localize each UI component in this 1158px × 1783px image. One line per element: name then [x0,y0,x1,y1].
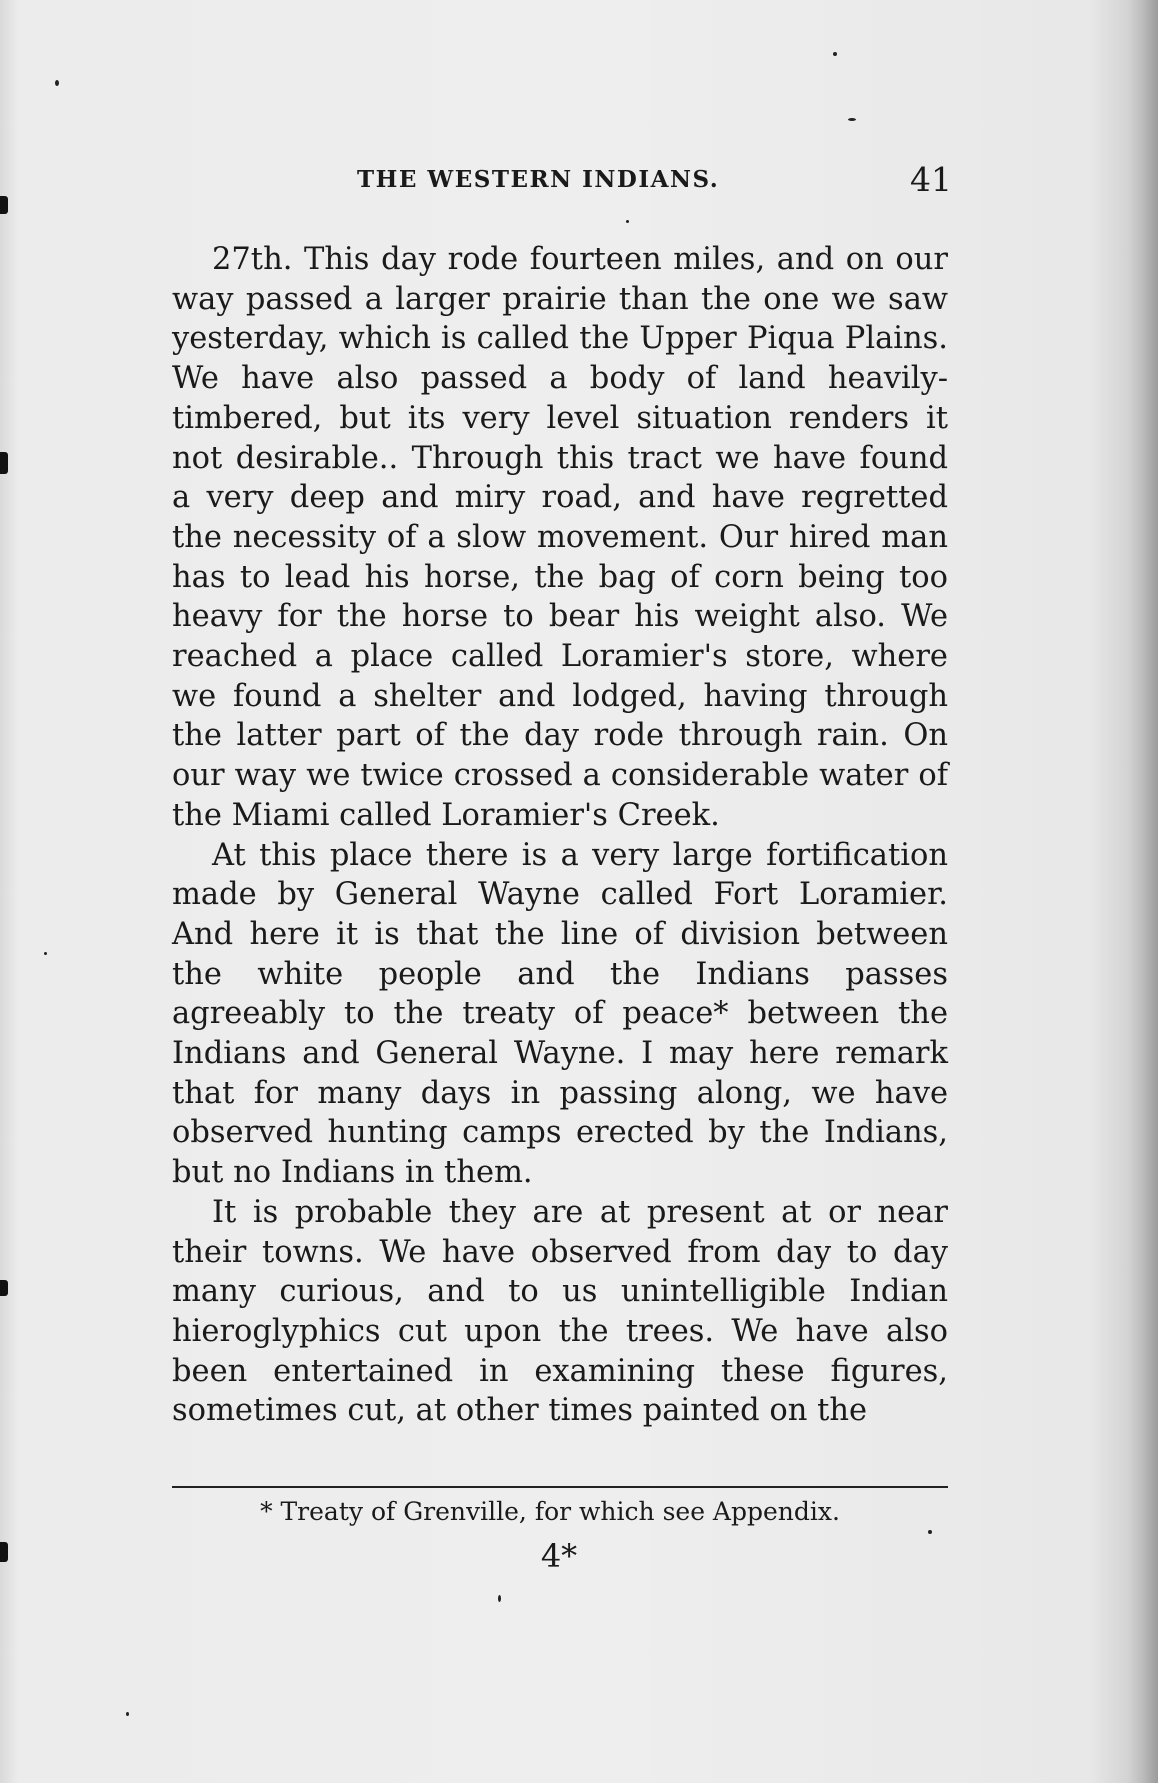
page-number: 41 [910,160,952,199]
ink-speck [44,952,47,955]
signature-mark: 4* [540,1537,578,1575]
ink-speck [55,80,59,86]
paragraph: It is probable they are at present at or near their towns. We have observed from day to day many curious, and to us unintelligible Indian hieroglyphics cut upon the trees. We have also been entertained in examining these figures, sometimes cut, at other times painted on the [172,1194,948,1429]
paragraph: At this place there is a very large fortification made by General Wayne called Fort Loramier. And here it is that the line of division between the white people and the Indians passes agreeably to the treaty of peace* between the Indians and General Wayne. I may here remark that for many days in passing along, we have observed hunting camps erected by the Indians, but no Indians in them. [172,837,948,1191]
ink-speck [928,1530,932,1534]
ink-speck [626,220,629,223]
footnote: * Treaty of Grenville, for which see Appendix. [260,1497,840,1526]
paragraph: 27th. This day rode fourteen miles, and on our way passed a larger prairie than the one we saw yesterday, which is called the Upper Piqua Plains. We have also passed a body of land heavily-timbered, but its very level situation renders it not desirable.. Through this tract we have found a very deep and miry road, and have regretted the necessity of a slow movement. Our hired man has to lead his horse, the bag of corn being too heavy for the horse to bear his weight also. We reached a place called Loramier's store, where we found a shelter and lodged, having through the latter part of the day rode through rain. On our way we twice crossed a considerable water of the Miami called Loramier's Creek. [172,242,948,833]
binding-mark [0,196,8,214]
page-edge-shadow [1128,0,1158,1783]
page-header [172,160,952,200]
ink-speck [848,118,856,121]
footnote-divider [172,1486,948,1488]
binding-mark [0,452,8,474]
ink-speck [126,1712,129,1716]
running-title: THE WESTERN INDIANS. [357,166,720,193]
body-text [172,240,948,1431]
ink-speck [833,52,837,56]
ink-speck [498,1595,501,1602]
binding-mark [0,1280,8,1296]
